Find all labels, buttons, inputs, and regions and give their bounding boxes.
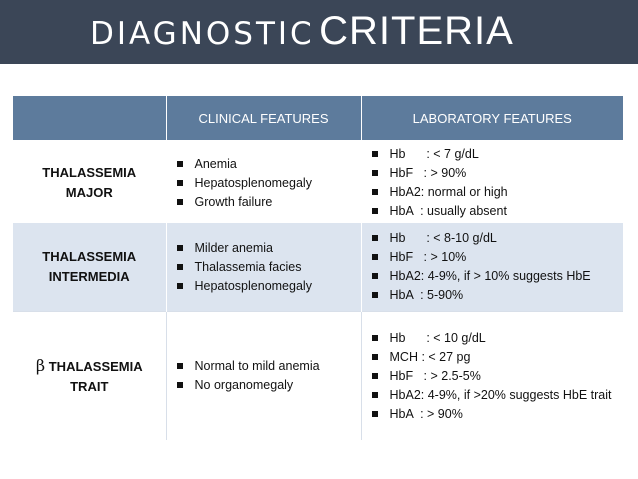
square-bullet-icon: [177, 363, 183, 369]
square-bullet-icon: [177, 245, 183, 251]
square-bullet-icon: [177, 382, 183, 388]
square-bullet-icon: [372, 208, 378, 214]
laboratory-features-cell: [361, 223, 623, 312]
laboratory-features-list: [362, 329, 624, 424]
diagnostic-criteria-table: [13, 96, 623, 440]
table-header-row: [13, 96, 623, 142]
list-item: Milder anemia: [177, 239, 361, 258]
square-bullet-icon: [177, 180, 183, 186]
square-bullet-icon: [372, 235, 378, 241]
square-bullet-icon: [372, 335, 378, 341]
row-label-line2: TRAIT: [70, 378, 109, 394]
list-item: HbA2: 4-9%, if > 10% suggests HbE: [372, 267, 624, 286]
list-item: Hb : < 10 g/dL: [372, 329, 624, 348]
square-bullet-icon: [372, 411, 378, 417]
row-label-cell: [13, 312, 166, 441]
list-item: HbF : > 10%: [372, 248, 624, 267]
list-item: Hepatosplenomegaly: [177, 277, 361, 296]
square-bullet-icon: [372, 392, 378, 398]
header-laboratory-features: LABORATORY FEATURES: [361, 96, 623, 142]
row-label-line1: THALASSEMIA: [42, 249, 137, 264]
table-row-thalassemia-intermedia: [13, 223, 623, 312]
list-item: Anemia: [177, 155, 361, 174]
row-label-line2: INTERMEDIA: [48, 269, 130, 284]
title-part-diagnostic: DIAGNOSTIC: [90, 16, 315, 52]
table-row-thalassemia-major: [13, 142, 623, 224]
title-part-criteria: CRITERIA: [319, 9, 514, 53]
laboratory-features-cell: [361, 312, 623, 441]
square-bullet-icon: [177, 264, 183, 270]
header-clinical-features: CLINICAL FEATURES: [166, 96, 361, 142]
beta-symbol: β: [35, 355, 46, 375]
square-bullet-icon: [177, 283, 183, 289]
square-bullet-icon: [372, 151, 378, 157]
square-bullet-icon: [372, 170, 378, 176]
clinical-features-cell: [166, 142, 361, 224]
list-item: Hb : < 8-10 g/dL: [372, 229, 624, 248]
list-item: HbA : usually absent: [372, 202, 624, 221]
laboratory-features-cell: [361, 142, 623, 224]
square-bullet-icon: [372, 189, 378, 195]
laboratory-features-list: [362, 229, 624, 305]
clinical-features-list: [167, 357, 361, 395]
title-bar: [0, 0, 638, 64]
list-item: Normal to mild anemia: [177, 357, 361, 376]
square-bullet-icon: [177, 199, 183, 205]
laboratory-features-list: [362, 145, 624, 221]
clinical-features-list: [167, 239, 361, 296]
list-item: HbF : > 2.5-5%: [372, 367, 624, 386]
list-item: Hb : < 7 g/dL: [372, 145, 624, 164]
square-bullet-icon: [372, 354, 378, 360]
square-bullet-icon: [177, 161, 183, 167]
list-item: HbF : > 90%: [372, 164, 624, 183]
table-row-beta-thalassemia-trait: [13, 312, 623, 441]
list-item: No organomegaly: [177, 376, 361, 395]
square-bullet-icon: [372, 254, 378, 260]
row-label-cell: [13, 142, 166, 224]
clinical-features-list: [167, 155, 361, 212]
square-bullet-icon: [372, 273, 378, 279]
row-label-line1: THALASSEMIA: [48, 358, 143, 374]
clinical-features-cell: [166, 312, 361, 441]
page-title: [90, 9, 514, 62]
row-label-line1: THALASSEMIA: [42, 165, 137, 180]
list-item: HbA : > 90%: [372, 405, 624, 424]
square-bullet-icon: [372, 373, 378, 379]
list-item: Hepatosplenomegaly: [177, 174, 361, 193]
row-label-line2: MAJOR: [65, 185, 113, 200]
row-label-cell: [13, 223, 166, 312]
list-item: Growth failure: [177, 193, 361, 212]
header-corner-cell: [13, 96, 166, 142]
square-bullet-icon: [372, 292, 378, 298]
clinical-features-cell: [166, 223, 361, 312]
list-item: HbA2: normal or high: [372, 183, 624, 202]
list-item: Thalassemia facies: [177, 258, 361, 277]
list-item: MCH : < 27 pg: [372, 348, 624, 367]
list-item: HbA : 5-90%: [372, 286, 624, 305]
list-item: HbA2: 4-9%, if >20% suggests HbE trait: [372, 386, 624, 405]
